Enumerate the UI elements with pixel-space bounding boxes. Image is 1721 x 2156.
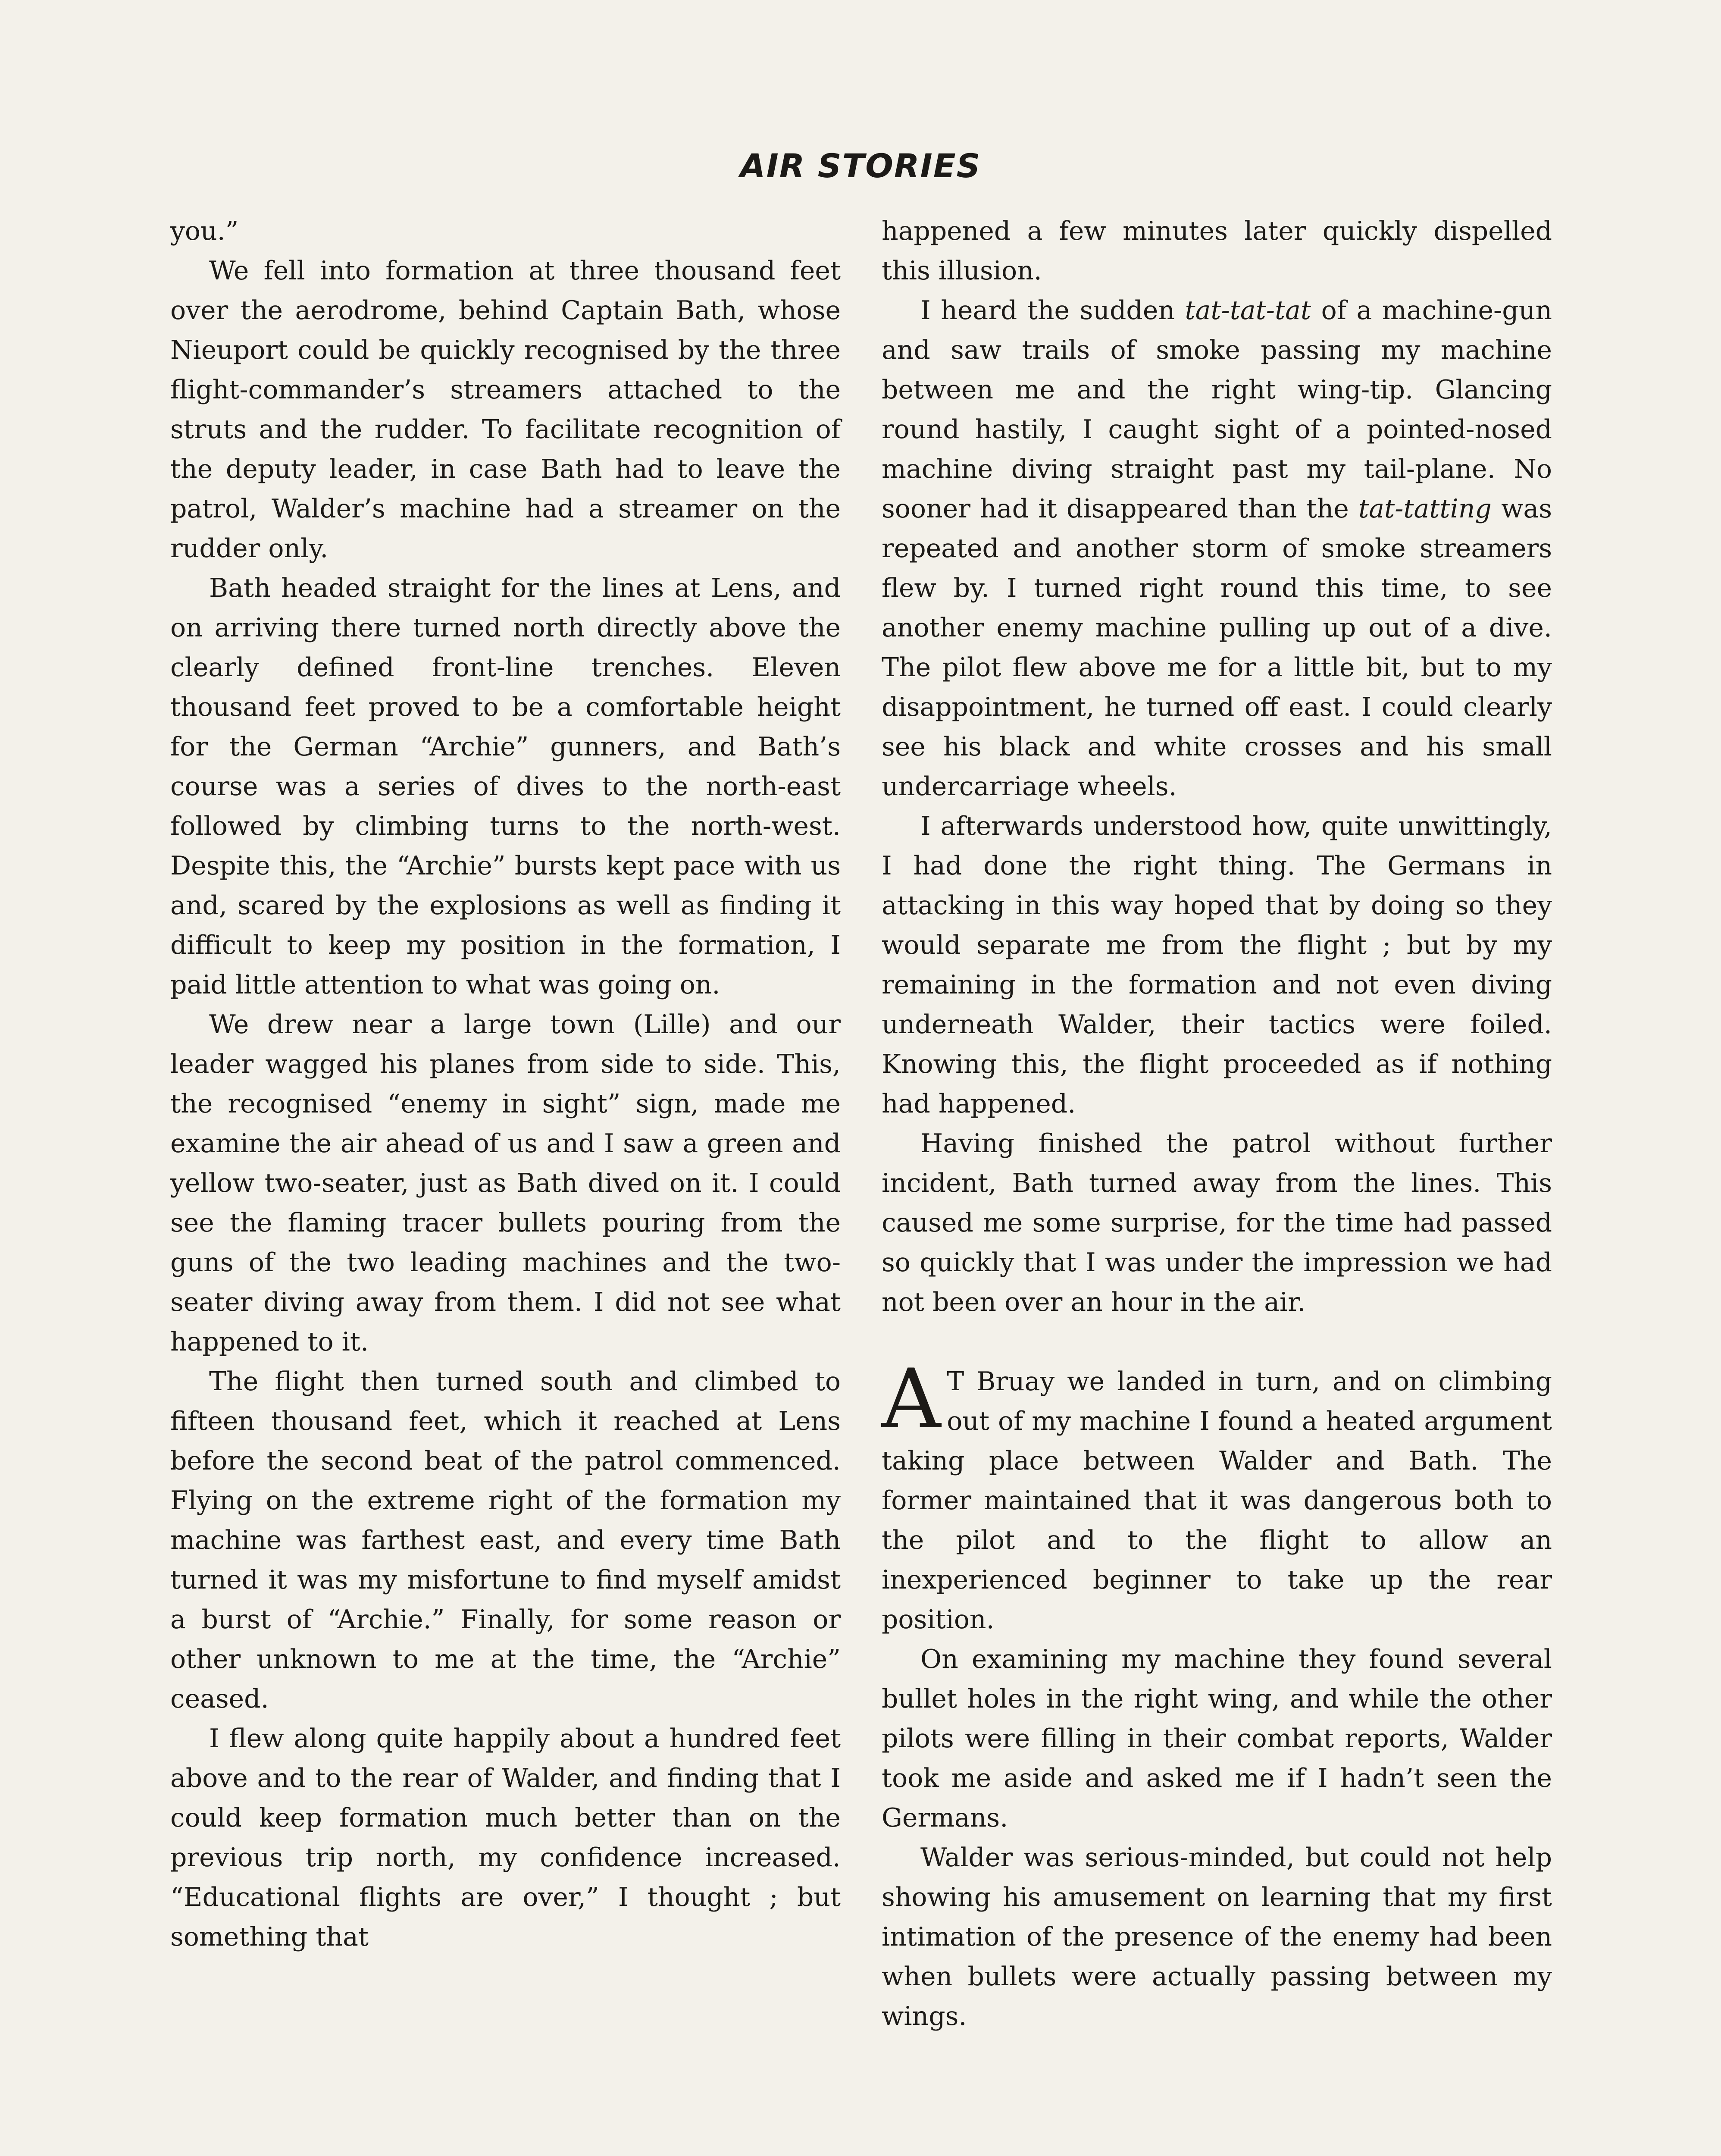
paragraph: Having finished the patrol without further incident, Bath turned away from the lines. This caused me some surprise, for the time had passed so quickly that I was under the impression we had not been over an hour in the air. [882,1128,1552,1317]
drop-cap: A [882,1351,941,1447]
paragraph [882,1351,1552,1639]
text-run: was repeated and another storm of smoke streamers flew by. I turned right round this time, to see another enemy machine pulling up out of a dive. The pilot flew above me for a little bit, but to my disappointment, he turned off east. I could clearly see his black and white crosses and his small undercarriage wheels. [882,494,1552,802]
left-column [170,211,841,1957]
paragraph: happened a few minutes later quickly dispelled this illusion. [882,216,1552,286]
paragraph: We fell into formation at three thousand feet over the aerodrome, behind Captain Bath, whose Nieuport could be quickly recognised by the three flight-commander’s streamers attached to the struts and the rudder. To facilitate recognition of the deputy leader, in case Bath had to leave the patrol, Walder’s machine had a streamer on the rudder only. [170,256,841,564]
paragraph [882,291,1552,806]
right-column [882,211,1552,2036]
paragraph: Bath headed straight for the lines at Lens, and on arriving there turned north directly above the clearly defined front-line trenches. Eleven thousand feet proved to be a comfortable height for the German “Archie” gunners, and Bath’s course was a series of dives to the north-east followed by climbing turns to the north-west. Despite this, the “Archie” bursts kept pace with us and, scared by the explosions as well as finding it difficult to keep my position in the formation, I paid little attention to what was going on. [170,573,841,1000]
text-run: T Bruay we landed in turn, and on climbing out of my machine I found a heated argument taking place between Walder and Bath. The former maintained that it was dangerous both to the pilot and to the flight to allow an inexperienced beginner to take up the rear position. [882,1366,1552,1635]
italic-text: tat-tat-tat [1185,295,1311,326]
text-run: of a machine-gun and saw trails of smoke passing my machine between me and the right wing-tip. Glancing round hastily, I caught sight of a pointed-nosed machine diving straight past my tail-plane. No sooner had it disappeared than the [882,295,1552,524]
running-head: AIR STORIES [740,147,981,185]
paragraph: you.” [170,216,239,246]
paragraph: The flight then turned south and climbed to fifteen thousand feet, which it reached at Lens before the second beat of the patrol commenced. Flying on the extreme right of the formation my machine was farthest east, and every time Bath turned it was my misfortune to find myself amidst a burst of “Archie.” Finally, for some reason or other unknown to me at the time, the “Archie” ceased. [170,1366,841,1714]
text-run: I heard the sudden [920,295,1185,326]
paragraph: I afterwards understood how, quite unwittingly, I had done the right thing. The Germans in attacking in this way hoped that by doing so they would separate me from the flight ; but by my remaining in the formation and not even diving underneath Walder, their tactics were foiled. Knowing this, the flight proceeded as if nothing had happened. [882,811,1552,1119]
paragraph: We drew near a large town (Lille) and our leader wagged his planes from side to side. This, the recognised “enemy in sight” sign, made me examine the air ahead of us and I saw a green and yellow two-seater, just as Bath dived on it. I could see the flaming tracer bullets pouring from the guns of the two leading machines and the two-seater diving away from them. I did not see what happened to it. [170,1009,841,1357]
paragraph: I flew along quite happily about a hundred feet above and to the rear of Walder, and finding that I could keep formation much better than on the previous trip north, my confidence increased. “Educational flights are over,” I thought ; but something that [170,1724,841,1952]
italic-text: tat-tatting [1358,494,1492,524]
paragraph: On examining my machine they found several bullet holes in the right wing, and while the other pilots were filling in their combat reports, Walder took me aside and asked me if I hadn’t seen the Germans. [882,1644,1552,1833]
paragraph: Walder was serious-minded, but could not help showing his amusement on learning that my first intimation of the presence of the enemy had been when bullets were actually passing between my wings. [882,1843,1552,2031]
